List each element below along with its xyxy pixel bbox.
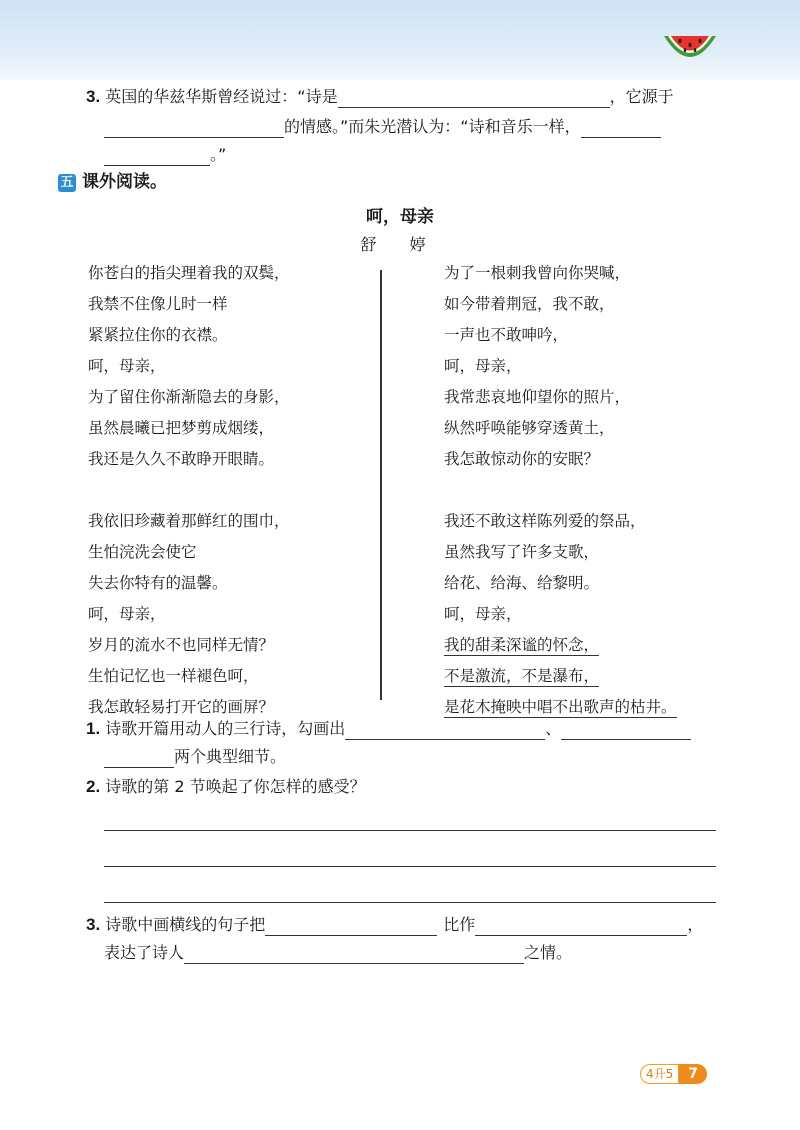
q3-top-text3: 的情感。”而朱光潜认为：“诗和音乐一样， [284,117,581,136]
column-divider [380,270,382,700]
poem-line: 我常悲哀地仰望你的照片， [444,388,631,406]
poem-line: 为了一根刺我曾向你哭喊， [444,264,631,282]
q3-text1: 诗歌中画横线的句子把 [105,915,266,934]
q3-number: 3. [86,915,101,934]
watermelon-icon [660,30,720,66]
page-number-badge [640,1064,707,1084]
poem-right-column [444,258,677,723]
page-number: 7 [679,1064,707,1084]
poem-line: 失去你特有的温馨。 [88,574,228,592]
poem-line: 生怕浣洗会使它 [88,543,197,561]
q1-blank2[interactable] [561,721,691,740]
q2-text: 诗歌的第 2 节唤起了你怎样的感受？ [105,777,366,796]
underlined-text: 是花木掩映中唱不出歌声的枯井。 [444,698,677,716]
answer-line[interactable] [104,830,716,831]
poem-line: 虽然我写了许多支歌， [444,543,600,561]
q2-number: 2. [86,777,101,796]
q3-top-text2: ，它源于 [609,87,674,106]
q3-blank1[interactable] [265,917,437,936]
q3-top-line3 [104,144,226,166]
poem-line: 我禁不住像儿时一样 [88,295,228,313]
q1-blank1[interactable] [345,721,545,740]
q3-top-blank2[interactable] [104,119,284,138]
poem-line: 生怕记忆也一样褪色呵， [88,667,259,685]
poem-line: 呵，母亲， [444,357,522,375]
poem-line: 为了留住你渐渐隐去的身影， [88,388,290,406]
poem-underlined-line [444,661,677,692]
underlined-text: 不是激流，不是瀑布， [444,667,600,685]
poem-author: 舒 婷 [360,235,440,254]
q3-top-text1: 英国的华兹华斯曾经说过：“诗是 [105,87,338,106]
poem-line: 岁月的流水不也同样无情？ [88,636,275,654]
q3-top-line2 [104,116,661,138]
poem-line: 我依旧珍藏着那鲜红的围巾， [88,512,290,530]
q3-top-blank3[interactable] [581,119,661,138]
q3-text2: 比作 [443,915,476,934]
poem-line: 纵然呼唤能够穿透黄土， [444,419,615,437]
answer-line[interactable] [104,902,716,903]
q3-top-line1 [86,86,674,108]
q3-line1 [86,914,703,936]
poem-title: 呵，母亲 [366,207,434,227]
q1-number: 1. [86,719,101,738]
section-badge: 五 [58,174,76,192]
poem-line: 我还不敢这样陈列爱的祭品， [444,512,646,530]
q3-line2 [104,942,572,964]
poem-line: 如今带着荆冠，我不敢， [444,295,615,313]
q3-blank3[interactable] [184,945,524,964]
q3-top-blank4[interactable] [104,147,210,166]
q3-top-text4: 。” [210,145,227,164]
poem-underlined-line [444,630,677,661]
poem-line: 你苍白的指尖理着我的双鬓， [88,264,290,282]
q2-line [86,776,366,798]
q3-text3: ， [687,915,704,934]
poem-line: 我怎敢惊动你的安眠？ [444,450,600,468]
poem-line: 呵，母亲， [88,357,166,375]
q1-end: 两个典型细节。 [174,747,287,766]
grade-level-label: 4升5 [640,1064,679,1084]
underlined-text: 我的甜柔深谧的怀念， [444,636,600,654]
q1-blank3[interactable] [104,749,174,768]
q3-text5: 之情。 [524,943,573,962]
poem-left-column [88,258,290,723]
q1-text: 诗歌开篇用动人的三行诗，勾画出 [105,719,346,738]
q3-text4: 表达了诗人 [104,943,185,962]
poem-line: 一声也不敢呻吟， [444,326,569,344]
q1-line2 [104,746,286,768]
q3-top-number: 3. [86,87,101,106]
section-title: 课外阅读。 [82,172,167,192]
q3-blank2[interactable] [475,917,687,936]
poem-line: 我还是久久不敢睁开眼睛。 [88,450,275,468]
poem-line: 给花、给海、给黎明。 [444,574,600,592]
q1-sep: 、 [545,719,562,738]
poem-line: 呵，母亲， [88,605,166,623]
poem-line: 我怎敢轻易打开它的画屏？ [88,698,275,716]
poem-line: 虽然晨曦已把梦剪成烟缕， [88,419,275,437]
q3-top-blank1[interactable] [338,89,610,108]
answer-line[interactable] [104,866,716,867]
poem-line: 呵，母亲， [444,605,522,623]
poem-line: 紧紧拉住你的衣襟。 [88,326,228,344]
q1-line1 [86,718,691,740]
